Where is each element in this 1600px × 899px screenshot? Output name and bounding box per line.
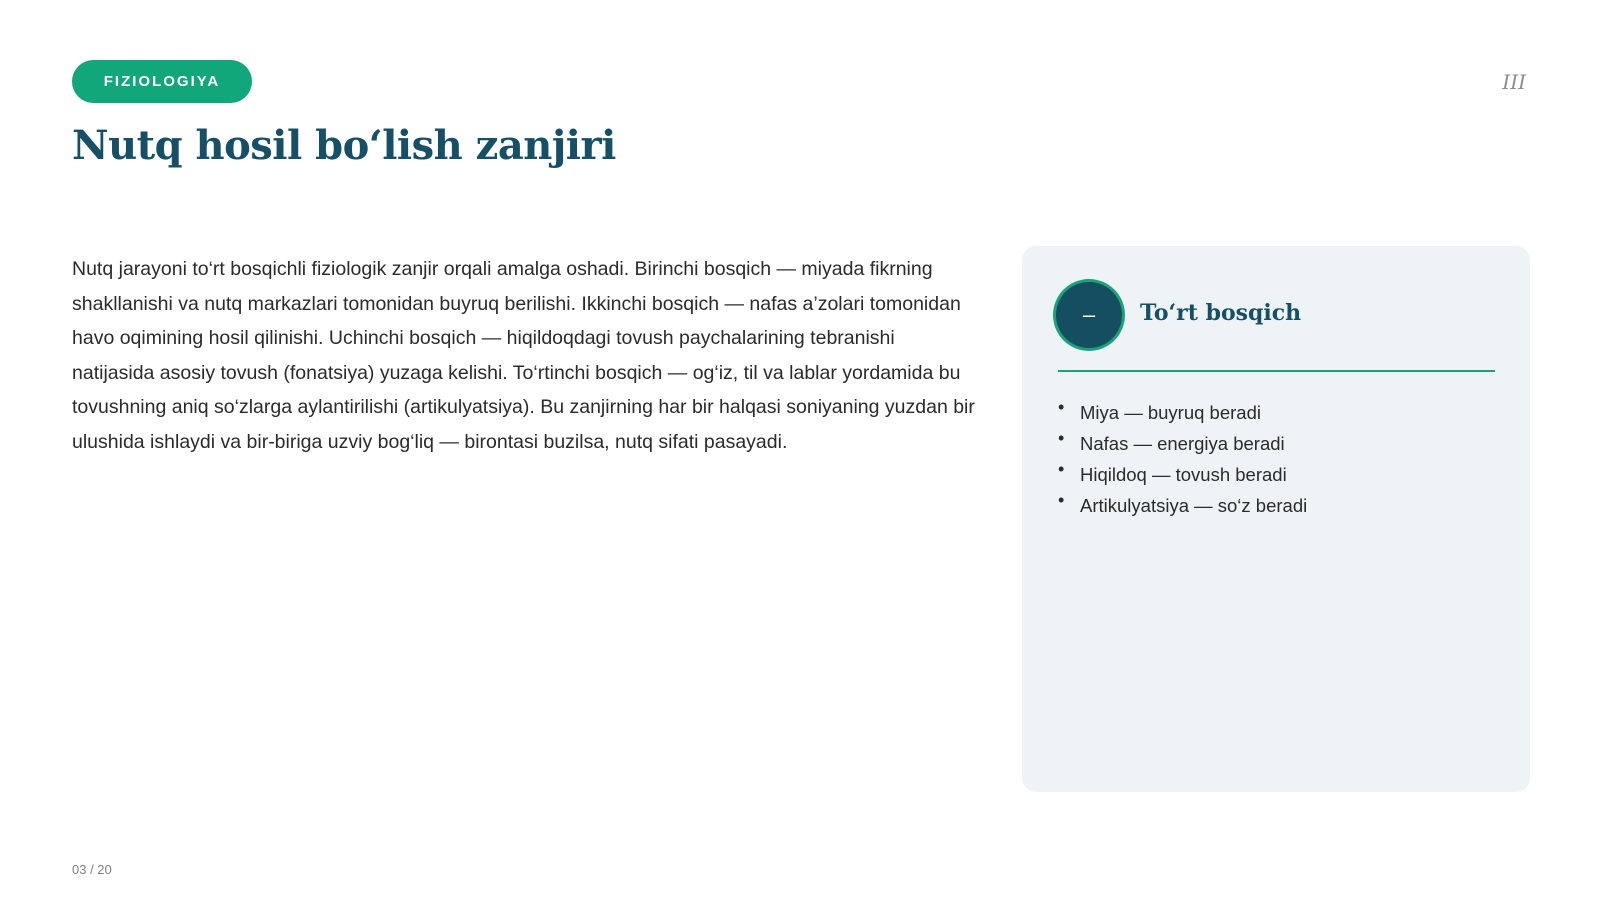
page-number: 03 / 20	[72, 862, 112, 877]
dash-icon: –	[1056, 282, 1122, 348]
card-title: To‘rt bosqich	[1140, 300, 1302, 326]
list-item: • Hiqildoq — tovush beradi	[1058, 459, 1307, 490]
list-item: • Artikulyatsiya — so‘z beradi	[1058, 490, 1307, 521]
info-card	[1022, 246, 1530, 792]
category-tag: FIZIOLOGIYA	[72, 60, 252, 103]
section-numeral: III	[1502, 70, 1526, 94]
list-item: • Nafas — energiya beradi	[1058, 428, 1307, 459]
card-list	[1058, 397, 1307, 521]
body-paragraph: Nutq jarayoni to‘rt bosqichli fiziologik zanjir orqali amalga oshadi. Birinchi bosqich — miyada fikrning shakllanishi va nutq markazlari tomonidan buyruq berilishi. Ikkinchi bosqich — nafas a’zolari tomonidan havo oqimining hosil qilinishi. Uchinchi bosqich — hiqildoqdagi tovush paychalarining tebranishi natijasida asosiy tovush (fonatsiya) yuzaga kelishi. To‘rtinchi bosqich — og‘iz, til va lablar yordamida bu tovushning aniq so‘zlarga aylantirilishi (artikulyatsiya). Bu zanjirning har bir halqasi soniyaning yuzdan bir ulushida ishlaydi va bir-biriga uzviy bog‘liq — birontasi buzilsa, nutq sifati pasayadi.	[72, 258, 975, 453]
page-title: Nutq hosil bo‘lish zanjiri	[72, 122, 616, 169]
list-item: • Miya — buyruq beradi	[1058, 397, 1307, 428]
card-divider	[1058, 370, 1495, 372]
